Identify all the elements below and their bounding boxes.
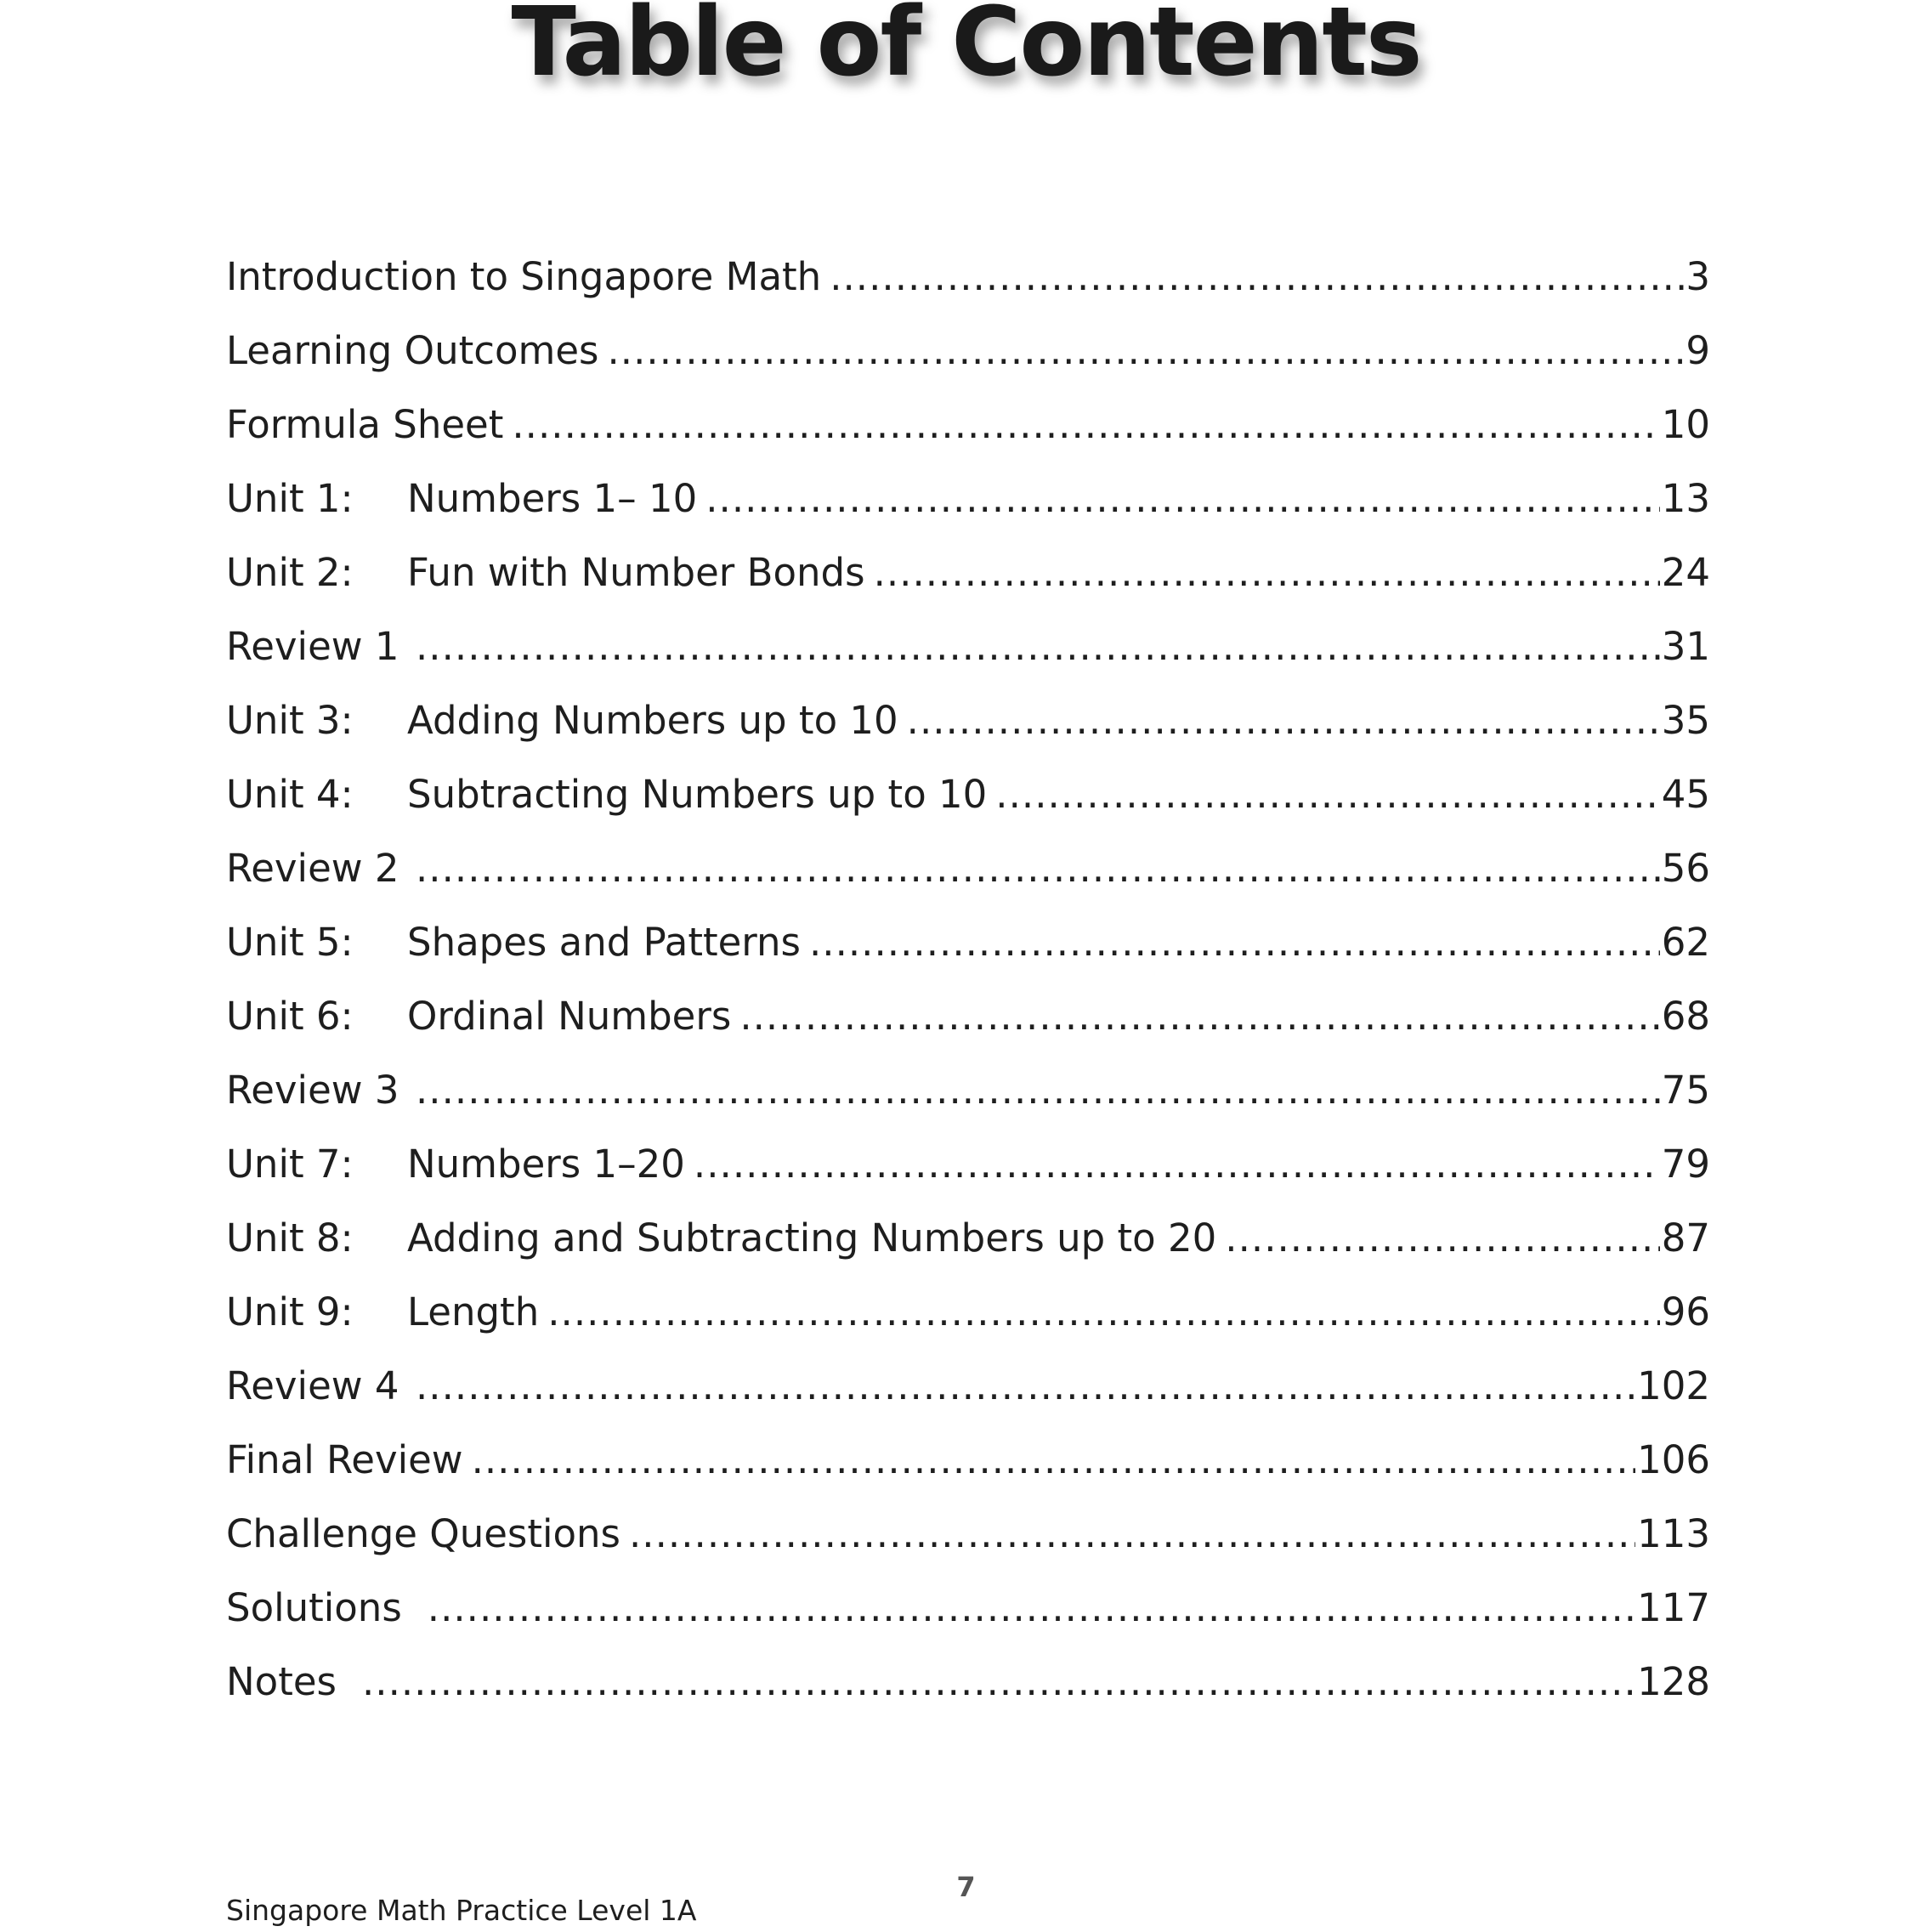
toc-page-number: 24 <box>1661 550 1710 595</box>
dot-leader <box>995 757 1659 831</box>
toc-page-number: 35 <box>1661 698 1710 743</box>
toc-unit-label: Unit 3: <box>226 698 354 743</box>
toc-entry-review-4[interactable] <box>226 1349 1710 1423</box>
dot-leader <box>874 535 1660 609</box>
dot-leader <box>907 683 1660 757</box>
dot-leader <box>694 1127 1660 1201</box>
toc-page-number: 117 <box>1637 1585 1710 1630</box>
toc-entry-unit-9[interactable] <box>226 1275 1710 1349</box>
toc-unit-title: Adding Numbers up to 10 <box>407 698 898 743</box>
toc-entry-unit-8[interactable] <box>226 1201 1710 1275</box>
dot-leader <box>362 1645 1635 1719</box>
dot-leader <box>416 831 1660 905</box>
toc-entry-unit-7[interactable] <box>226 1127 1710 1201</box>
dot-leader <box>472 1423 1636 1497</box>
toc-unit-label: Unit 7: <box>226 1142 354 1187</box>
toc-unit-title: Subtracting Numbers up to 10 <box>407 772 988 817</box>
dot-leader <box>705 462 1660 535</box>
toc-unit-label: Review 1 <box>226 624 399 669</box>
toc-unit-label: Unit 5: <box>226 920 354 965</box>
toc-page-number: 113 <box>1637 1511 1710 1556</box>
dot-leader <box>512 388 1659 462</box>
dot-leader <box>809 905 1660 979</box>
toc-entry-label: Final Review <box>226 1437 463 1482</box>
table-of-contents <box>226 240 1710 1719</box>
toc-page-number: 75 <box>1661 1068 1710 1113</box>
toc-entry-label: Formula Sheet <box>226 402 504 447</box>
page-title: Table of Contents <box>511 0 1421 98</box>
toc-unit-label: Review 4 <box>226 1363 399 1408</box>
toc-unit-title: Length <box>407 1289 540 1334</box>
dot-leader <box>416 1349 1635 1423</box>
toc-entry-unit-5[interactable] <box>226 905 1710 979</box>
toc-entry-unit-1[interactable] <box>226 462 1710 535</box>
toc-entry-unit-6[interactable] <box>226 979 1710 1053</box>
footer-page-number: 7 <box>956 1871 976 1903</box>
toc-unit-label: Unit 2: <box>226 550 354 595</box>
toc-page-number: 3 <box>1686 254 1710 299</box>
dot-leader <box>1225 1201 1659 1275</box>
toc-unit-title: Adding and Subtracting Numbers up to 20 <box>407 1215 1217 1261</box>
toc-entry-review-3[interactable] <box>226 1053 1710 1127</box>
toc-page-number: 106 <box>1637 1437 1710 1482</box>
toc-page-number: 68 <box>1661 994 1710 1039</box>
toc-page-number: 128 <box>1637 1659 1710 1704</box>
toc-unit-label: Unit 6: <box>226 994 354 1039</box>
toc-entry-label: Introduction to Singapore Math <box>226 254 822 299</box>
dot-leader <box>547 1275 1660 1349</box>
toc-entry-review-1[interactable] <box>226 609 1710 683</box>
toc-page-number: 79 <box>1661 1142 1710 1187</box>
dot-leader <box>739 979 1659 1053</box>
toc-entry-notes[interactable] <box>226 1645 1710 1719</box>
toc-entry-review-2[interactable] <box>226 831 1710 905</box>
toc-entry-challenge-questions[interactable] <box>226 1497 1710 1571</box>
toc-unit-label: Review 3 <box>226 1068 399 1113</box>
toc-entry-learning-outcomes[interactable] <box>226 314 1710 388</box>
toc-page-number: 45 <box>1661 772 1710 817</box>
toc-page-number: 10 <box>1661 402 1710 447</box>
toc-unit-label: Review 2 <box>226 846 399 891</box>
toc-unit-label: Unit 9: <box>226 1289 354 1334</box>
toc-entry-label: Solutions <box>226 1585 402 1630</box>
footer-book-title: Singapore Math Practice Level 1A <box>226 1894 697 1927</box>
toc-unit-label: Unit 1: <box>226 476 354 521</box>
toc-unit-title: Fun with Number Bonds <box>407 550 865 595</box>
dot-leader <box>428 1571 1635 1645</box>
toc-entry-formula-sheet[interactable] <box>226 388 1710 462</box>
toc-entry-label: Challenge Questions <box>226 1511 620 1556</box>
dot-leader <box>416 609 1660 683</box>
toc-page-number: 13 <box>1661 476 1710 521</box>
toc-page-number: 56 <box>1661 846 1710 891</box>
toc-page-number: 9 <box>1686 328 1710 373</box>
toc-unit-title: Numbers 1–20 <box>407 1142 685 1187</box>
toc-unit-title: Shapes and Patterns <box>407 920 801 965</box>
toc-entry-introduction[interactable] <box>226 240 1710 314</box>
toc-page-number: 102 <box>1637 1363 1710 1408</box>
toc-entry-unit-4[interactable] <box>226 757 1710 831</box>
dot-leader <box>416 1053 1660 1127</box>
toc-entry-unit-3[interactable] <box>226 683 1710 757</box>
toc-entry-label: Learning Outcomes <box>226 328 599 373</box>
dot-leader <box>629 1497 1635 1571</box>
dot-leader <box>608 314 1685 388</box>
toc-entry-label: Notes <box>226 1659 337 1704</box>
toc-entry-unit-2[interactable] <box>226 535 1710 609</box>
dot-leader <box>830 240 1684 314</box>
toc-unit-label: Unit 8: <box>226 1215 354 1261</box>
toc-unit-label: Unit 4: <box>226 772 354 817</box>
toc-entry-final-review[interactable] <box>226 1423 1710 1497</box>
toc-unit-title: Numbers 1– 10 <box>407 476 698 521</box>
toc-entry-solutions[interactable] <box>226 1571 1710 1645</box>
toc-page-number: 62 <box>1661 920 1710 965</box>
toc-unit-title: Ordinal Numbers <box>407 994 732 1039</box>
toc-page-number: 31 <box>1661 624 1710 669</box>
toc-page-number: 96 <box>1661 1289 1710 1334</box>
toc-page-number: 87 <box>1661 1215 1710 1261</box>
